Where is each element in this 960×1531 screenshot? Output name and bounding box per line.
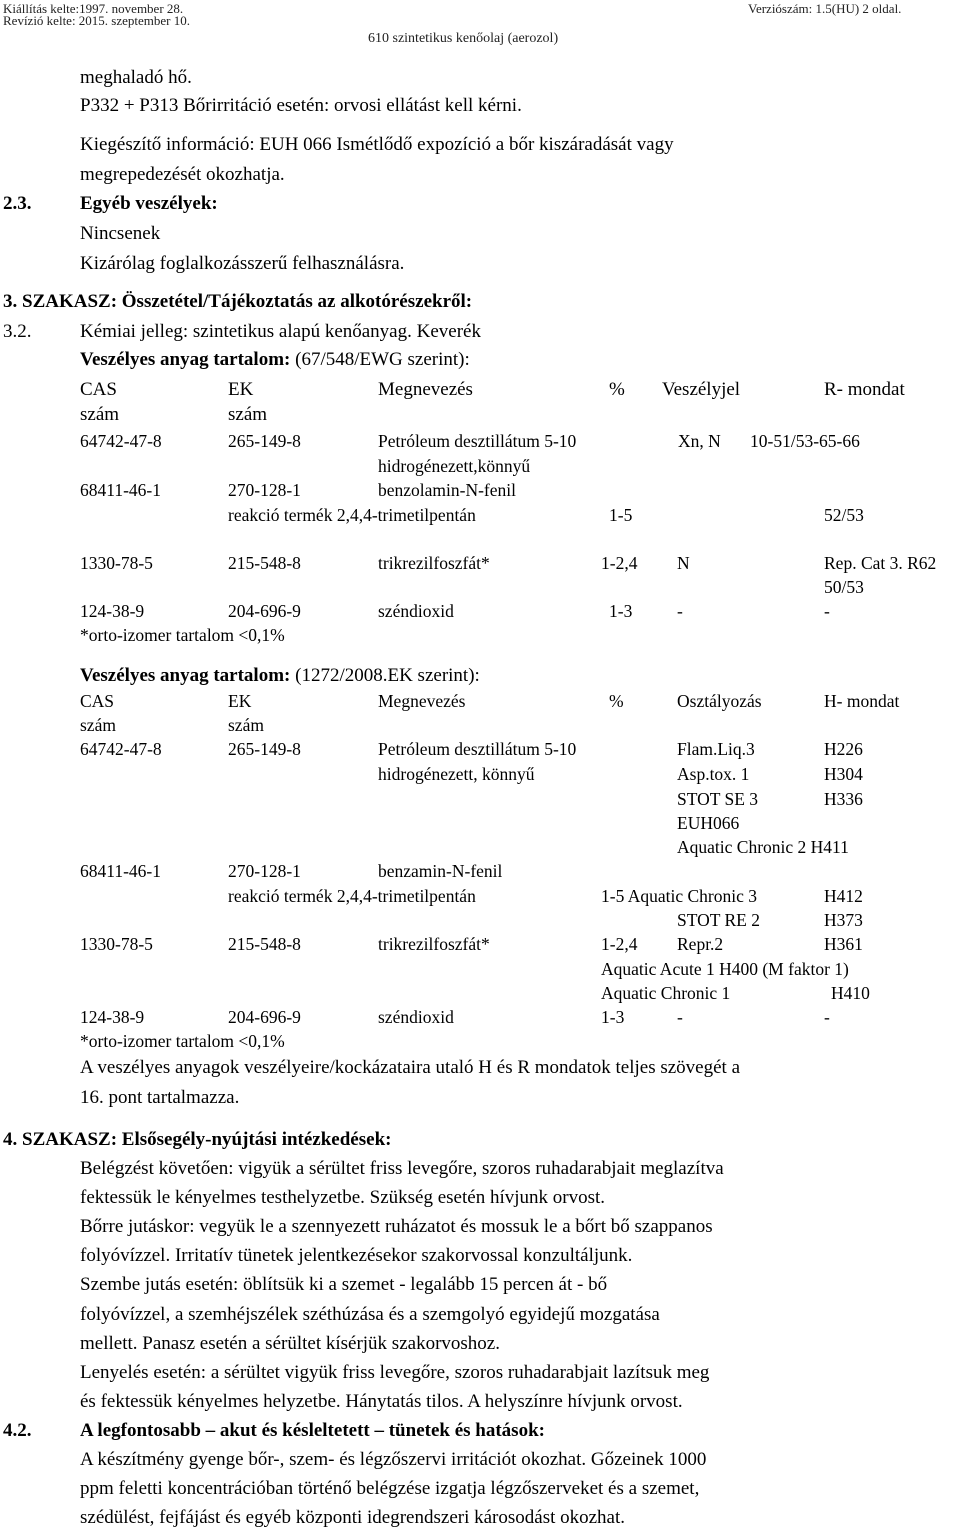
table-cell: 215-548-8	[228, 934, 301, 954]
text-line: Bőrre jutáskor: vegyük le a szennyezett ruházatot és mossuk le a bőrt bő szappanos	[80, 1216, 713, 1237]
table-title-rest: (67/548/EWG szerint):	[290, 349, 470, 370]
table-cell: 1330-78-5	[80, 553, 153, 573]
table-cell: Petróleum desztillátum 5-10	[378, 739, 577, 759]
section-title: 3. SZAKASZ: Összetétel/Tájékoztatás az alkotórészekről:	[3, 291, 473, 312]
table-cell: 10-51/53-65-66	[750, 431, 860, 451]
table-cell: 124-38-9	[80, 1007, 145, 1027]
table-cell: széndioxid	[378, 1007, 454, 1027]
text-line: és fektessük kényelmes helyzetbe. Hánytatás tilos. A helyszínre hívjunk orvost.	[80, 1391, 683, 1412]
table-cell: EUH066	[677, 813, 740, 833]
version-info: Verziószám: 1.5(HU) 2 oldal.	[748, 1, 902, 16]
table-cell: reakció termék 2,4,4-trimetilpentán	[228, 505, 476, 525]
text-line: folyóvízzel, a szemhéjszélek széthúzása és a szemgolyó egyidejű mozgatása	[80, 1304, 660, 1325]
table-title-bold: Veszélyes anyag tartalom:	[80, 665, 291, 686]
table-cell: 64742-47-8	[80, 431, 162, 451]
text-line: mellett. Panasz esetén a sérültet kísérjük szakorvoshoz.	[80, 1333, 500, 1354]
table-cell: 1-2,4	[601, 934, 638, 954]
table-cell: H226	[824, 739, 863, 759]
table-cell: Rep. Cat 3. R62	[824, 553, 937, 573]
table-cell: -	[677, 601, 683, 621]
table-cell: -	[677, 1007, 683, 1027]
table-title	[80, 666, 480, 685]
table-cell: 1-3	[609, 601, 633, 621]
table-cell: benzolamin-N-fenil	[378, 480, 517, 500]
table-cell: Aquatic Acute 1 H400 (M faktor 1)	[601, 959, 849, 979]
table-cell: Flam.Liq.3	[677, 739, 755, 759]
table-cell: 1-3	[601, 1007, 625, 1027]
revision-date: Revízió kelte: 2015. szeptember 10.	[3, 13, 191, 28]
table-cell: H361	[824, 934, 863, 954]
table-cell: 124-38-9	[80, 601, 145, 621]
subsection-title: A legfontosabb – akut és késleltetett – tünetek és hatások:	[80, 1420, 545, 1441]
table-cell: STOT RE 2	[677, 910, 760, 930]
text-line: 16. pont tartalmazza.	[80, 1087, 240, 1108]
table-cell: 1330-78-5	[80, 934, 153, 954]
table-cell: 1-5	[609, 505, 633, 525]
table-cell: Asp.tox. 1	[677, 764, 750, 784]
table-cell: 68411-46-1	[80, 480, 162, 500]
table-cell: 215-548-8	[228, 553, 301, 573]
text-line: A veszélyes anyagok veszélyeire/kockázataira utaló H és R mondatok teljes szövegét a	[80, 1057, 740, 1078]
table-cell: 270-128-1	[228, 480, 301, 500]
column-header: Veszélyjel	[662, 379, 741, 400]
column-header: szám	[228, 715, 264, 735]
section-number: 4.2.	[3, 1420, 32, 1441]
text-line: Belégzést követően: vigyük a sérültet friss levegőre, szoros ruhadarabjait meglazítva	[80, 1158, 724, 1179]
column-header: Megnevezés	[378, 379, 473, 400]
column-header: Megnevezés	[378, 691, 466, 711]
table-cell: Aquatic Chronic 2 H411	[677, 837, 849, 857]
table-cell: H373	[824, 910, 863, 930]
column-header: EK	[228, 379, 254, 400]
table-cell: 204-696-9	[228, 1007, 301, 1027]
text-line: Kizárólag foglalkozásszerű felhasználásra.	[80, 253, 405, 274]
table-cell: Xn, N	[678, 431, 721, 451]
table-title	[80, 350, 470, 369]
table-cell: hidrogénezett, könnyű	[378, 764, 535, 784]
table-cell: 270-128-1	[228, 861, 301, 881]
table-cell: STOT SE 3	[677, 789, 759, 809]
text-line: megrepedezését okozhatja.	[80, 164, 285, 185]
issue-date: Kiállítás kelte:1997. november 28.	[3, 1, 184, 16]
table-cell: 68411-46-1	[80, 861, 162, 881]
table-cell: benzamin-N-fenil	[378, 861, 503, 881]
column-header: H- mondat	[824, 691, 900, 711]
table-cell: -	[824, 1007, 830, 1027]
table-cell: hidrogénezett,könnyű	[378, 456, 531, 476]
table-cell: H410	[831, 983, 870, 1003]
column-header: CAS	[80, 379, 117, 400]
text-line: szédülést, fejfájást és egyéb központi idegrendszeri károsodást okozhat.	[80, 1507, 626, 1528]
table-cell: 204-696-9	[228, 601, 301, 621]
column-header: R- mondat	[824, 379, 905, 400]
table-cell: Repr.2	[677, 934, 724, 954]
table-cell: Petróleum desztillátum 5-10	[378, 431, 577, 451]
table-title-bold: Veszélyes anyag tartalom:	[80, 349, 291, 370]
text-line: Nincsenek	[80, 223, 161, 244]
section-title: 4. SZAKASZ: Elsősegély-nyújtási intézkedések:	[3, 1129, 392, 1150]
text-line: P332 + P313 Bőrirritáció esetén: orvosi ellátást kell kérni.	[80, 95, 522, 116]
section-number: 3.2.	[3, 321, 32, 342]
text-line: Szembe jutás esetén: öblítsük ki a szemet - legalább 15 percen át - bő	[80, 1274, 608, 1295]
column-header: szám	[80, 404, 120, 425]
table-cell: 50/53	[824, 577, 864, 597]
column-header: Osztályozás	[677, 691, 762, 711]
table-cell: 1-2,4	[601, 553, 638, 573]
table-cell: Aquatic Chronic 1	[601, 983, 731, 1003]
column-header: szám	[80, 715, 116, 735]
table-cell: 265-149-8	[228, 739, 301, 759]
table-cell: trikrezilfoszfát*	[378, 934, 490, 954]
column-header: CAS	[80, 691, 115, 711]
table-cell: 64742-47-8	[80, 739, 162, 759]
table-cell: H412	[824, 886, 863, 906]
table-cell: reakció termék 2,4,4-trimetilpentán	[228, 886, 476, 906]
table-cell: trikrezilfoszfát*	[378, 553, 490, 573]
table-cell: 52/53	[824, 505, 864, 525]
text-line: fektessük le kényelmes testhelyzetbe. Szükség esetén hívjunk orvost.	[80, 1187, 606, 1208]
table-cell: 265-149-8	[228, 431, 301, 451]
text-line: ppm feletti koncentrációban történő belégzése izgatja légzőszerveket és a szemet,	[80, 1478, 700, 1499]
column-header: EK	[228, 691, 252, 711]
table-cell: H304	[824, 764, 863, 784]
table-cell: -	[824, 601, 830, 621]
table-note: *orto-izomer tartalom <0,1%	[80, 1031, 285, 1051]
column-header: %	[609, 379, 625, 400]
table-cell: H336	[824, 789, 863, 809]
text-line: Lenyelés esetén: a sérültet vigyük friss levegőre, szoros ruhadarabjait lazítsuk meg	[80, 1362, 710, 1383]
column-header: %	[609, 691, 624, 711]
text-line: meghaladó hő.	[80, 67, 192, 88]
product-name: 610 szintetikus kenőolaj (aerozol)	[368, 31, 559, 46]
text-line: folyóvízzel. Irritatív tünetek jelentkezésekor szakorvossal konzultáljunk.	[80, 1245, 633, 1266]
section-number: 2.3.	[3, 193, 32, 214]
text-line: Kiegészítő információ: EUH 066 Ismétlődő expozíció a bőr kiszáradását vagy	[80, 134, 674, 155]
table-cell: 1-5 Aquatic Chronic 3	[601, 886, 758, 906]
table-cell: széndioxid	[378, 601, 454, 621]
table-note: *orto-izomer tartalom <0,1%	[80, 625, 285, 645]
table-title-rest: (1272/2008.EK szerint):	[290, 665, 480, 686]
subsection-title: Egyéb veszélyek:	[80, 193, 218, 214]
column-header: szám	[228, 404, 268, 425]
text-line: A készítmény gyenge bőr-, szem- és légzőszervi irritációt okozhat. Gőzeinek 1000	[80, 1449, 707, 1470]
text-line: Kémiai jelleg: szintetikus alapú kenőanyag. Keverék	[80, 321, 481, 342]
table-cell: N	[677, 553, 690, 573]
